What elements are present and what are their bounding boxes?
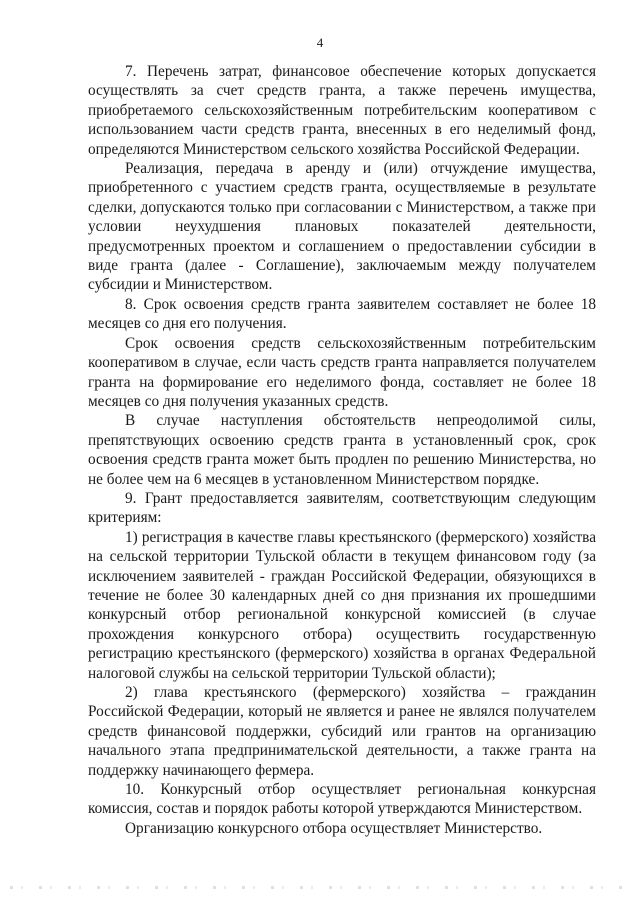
paragraph-property-disposal: Реализация, передача в аренду и (или) отчуждение имущества, приобретенного с участием средств гранта, осуществляемые в результате сделки, допускаются только при согласовании с Министерством, а также при условии неухудшения плановых показателей деятельности, предусмотренных проектом и соглашением о предоставлении субсидии в виде гранта (далее - Соглашение), заключаемым между получателем субсидии и Министерством. <box>88 160 596 294</box>
paragraph-criterion-2: 2) глава крестьянского (фермерского) хозяйства – гражданин Российской Федерации, который не является и ранее не являлся получателем средств финансовой поддержки, субсидий или грантов на организацию начального этапа предпринимательской деятельности, а также гранта на поддержку начинающего фермера. <box>88 684 596 779</box>
paragraph-item-7: 7. Перечень затрат, финансовое обеспечение которых допускается осуществлять за счет средств гранта, а также перечень имущества, приобретаемого сельскохозяйственным потребительским кооперативом с использованием части средств гранта, внесенных в его неделимый фонд, определяются Министерством сельского хозяйства Российской Федерации. <box>88 63 596 158</box>
paragraph-criterion-1: 1) регистрация в качестве главы крестьянского (фермерского) хозяйства на сельской территории Тульской области в текущем финансовом году (за исключением заявителей - граждан Российской Федерации, обязующихся в течение не более 30 календарных дней со дня признания их прошедшими конкурсный отбор региональной конкурсной комиссией (в случае прохождения конкурсного отбора) осуществить государственную регистрацию крестьянского (фермерского) хозяйства в органах Федеральной налоговой службы на сельской территории Тульской области); <box>88 528 596 682</box>
paragraph-ministry-organizes: Организацию конкурсного отбора осуществляет Министерство. <box>125 819 543 837</box>
paragraph-item-10: 10. Конкурсный отбор осуществляет региональная конкурсная комиссия, состав и порядок работы которой утверждаются Министерством. <box>88 781 596 818</box>
paragraph-force-majeure: В случае наступления обстоятельств непреодолимой силы, препятствующих освоению средств гранта в установленный срок, срок освоения средств гранта может быть продлен по решению Министерства, но не более чем на 6 месяцев в установленном Министерством порядке. <box>88 412 596 488</box>
scan-edge-noise <box>10 886 630 889</box>
paragraph-cooperative-term: Срок освоения средств сельскохозяйственным потребительским кооперативом в случае, если часть средств гранта направляется получателем гранта на формирование его неделимого фонда, составляет не более 18 месяцев со дня получения указанных средств. <box>88 334 596 410</box>
document-body <box>88 62 596 838</box>
page-number: 4 <box>316 35 324 50</box>
paragraph-item-9: 9. Грант предоставляется заявителям, соответствующим следующим критериям: <box>88 489 596 527</box>
paragraph-item-8: 8. Срок освоения средств гранта заявителем составляет не более 18 месяцев со дня его получения. <box>88 295 596 333</box>
